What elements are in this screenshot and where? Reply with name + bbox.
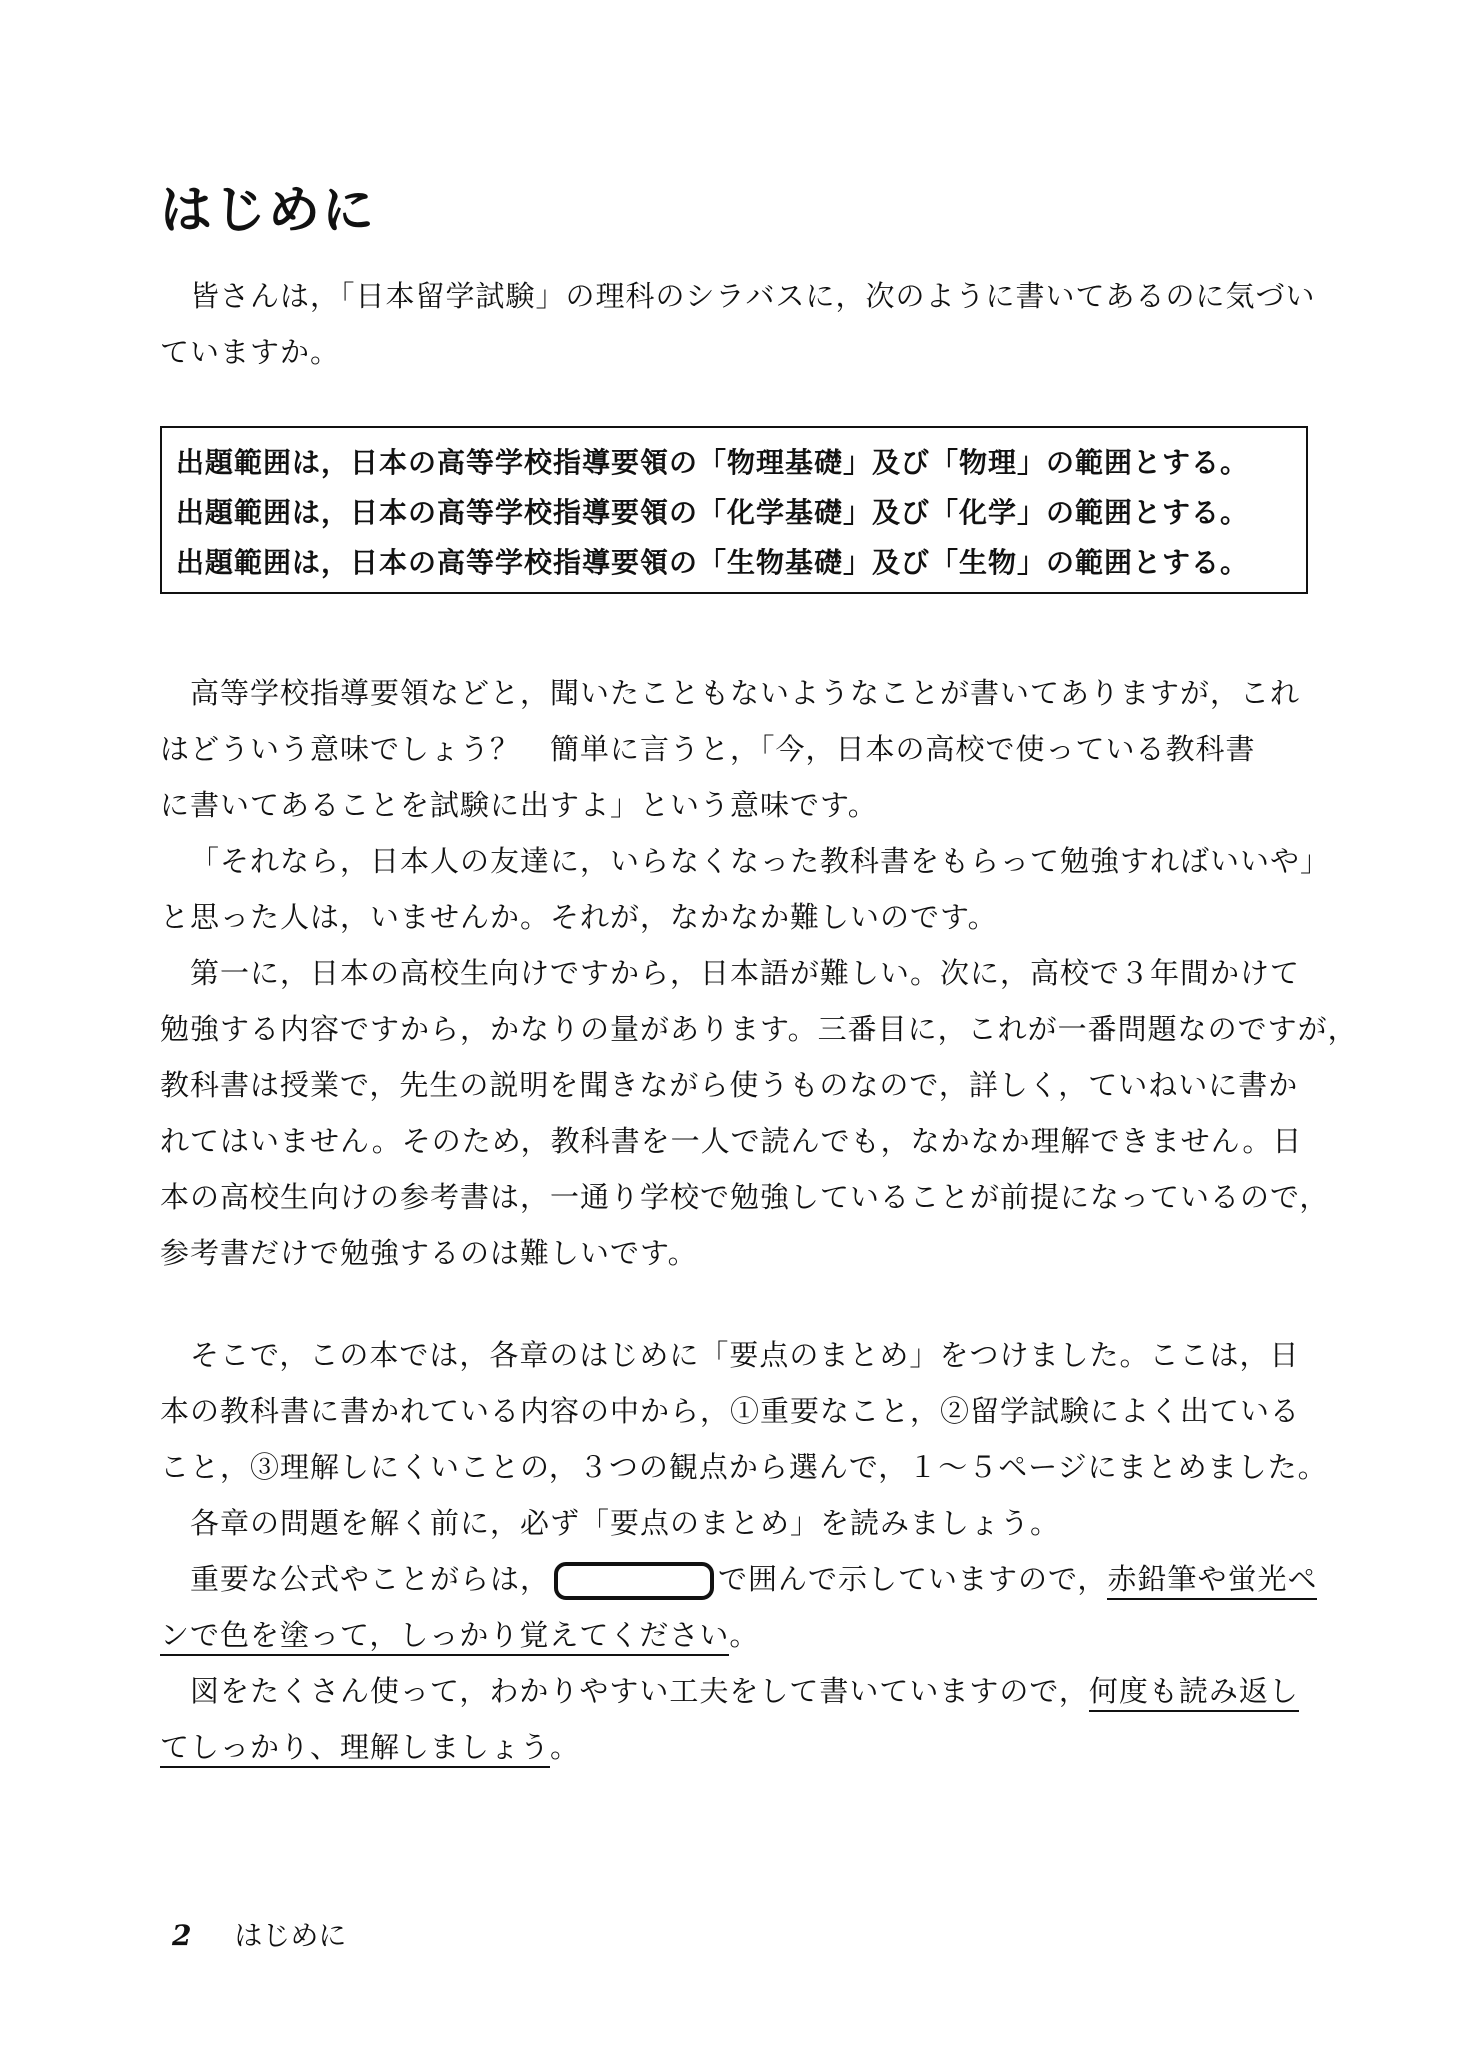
paragraph-7 xyxy=(160,1663,1310,1775)
p7-underline-2: てしっかり、理解しましょう xyxy=(160,1730,550,1768)
p6-underline-1: 赤鉛筆や蛍光ペ xyxy=(1107,1562,1317,1600)
p1-line-2 xyxy=(160,721,1310,777)
p6-line-2-end: 。 xyxy=(729,1618,760,1652)
formula-frame-sample xyxy=(554,1562,714,1600)
paragraph-3 xyxy=(160,945,1358,1281)
footer-section-title: はじめに xyxy=(234,1919,347,1952)
p4-line-2: 本の教科書に書かれている内容の中から，①重要なこと，②留学試験によく出ている xyxy=(160,1394,1301,1428)
paragraph-6 xyxy=(160,1551,1318,1663)
p3-line-1: 第一に，日本の高校生向けですから，日本語が難しい。次に，高校で３年間かけて xyxy=(190,956,1301,990)
p5-summary-term: 「要点のまとめ」 xyxy=(580,1506,821,1540)
p7-line-1 xyxy=(160,1663,1310,1719)
p5-line-1-tail: を読みましょう。 xyxy=(820,1506,1061,1540)
p6-line-2 xyxy=(160,1607,1310,1663)
intro-line-1: 皆さんは，「日本留学試験」の理科のシラバスに，次のように書いてあるのに気づい xyxy=(190,279,1316,313)
paragraph-5 xyxy=(160,1495,1310,1551)
p1-line-3-text: 」という意味です。 xyxy=(610,788,878,822)
p3-line-4: れてはいません。そのため，教科書を一人で読んでも，なかなか理解できません。日 xyxy=(160,1124,1303,1158)
p2-line-2: と思った人は，いませんか。それが，なかなか難しいのです。 xyxy=(160,900,998,934)
p3-line-6: 参考書だけで勉強するのは難しいです。 xyxy=(160,1236,698,1270)
p6-line-1 xyxy=(160,1551,1318,1607)
p5-line-1 xyxy=(160,1495,1310,1551)
p1-line-3 xyxy=(160,777,1310,833)
p1-emphasis-2: に書いてあることを試験に出すよ xyxy=(160,788,611,822)
p7-line-2-end: 。 xyxy=(550,1730,581,1764)
p4-line-1 xyxy=(160,1327,1310,1383)
paragraph-1 xyxy=(160,665,1310,833)
p6-underline-2: ンで色を塗って，しっかり覚えてください xyxy=(160,1618,729,1656)
p3-line-2: 勉強する内容ですから，かなりの量があります。三番目に，これが一番問題なのですが， xyxy=(160,1012,1358,1046)
syllabus-box xyxy=(160,426,1308,594)
intro-paragraph xyxy=(160,268,1316,380)
p4-line-1-text: そこで，この本では，各章のはじめに xyxy=(190,1338,700,1372)
p6-line-1-mid: で囲んで示していますので， xyxy=(718,1562,1108,1596)
p4-line-1-tail: をつけました。ここは，日 xyxy=(939,1338,1300,1372)
p5-line-1-text: 各章の問題を解く前に，必ず xyxy=(190,1506,581,1540)
p4-line-3: こと，③理解しにくいことの，３つの観点から選んで，１～５ページにまとめました。 xyxy=(160,1450,1328,1484)
page-footer xyxy=(172,1914,346,1954)
rule-physics: 出題範囲は，日本の高等学校指導要領の「物理基礎」及び「物理」の範囲とする。 xyxy=(176,446,1250,479)
p4-summary-term: 「要点のまとめ」 xyxy=(699,1338,940,1372)
p3-line-3: 教科書は授業で，先生の説明を聞きながら使うものなので，詳しく，ていねいに書か xyxy=(160,1068,1299,1102)
p2-line-1: 「それなら，日本人の友達に，いらなくなった教科書をもらって勉強すればいいや」 xyxy=(190,844,1331,878)
rule-biology: 出題範囲は，日本の高等学校指導要領の「生物基礎」及び「生物」の範囲とする。 xyxy=(176,546,1250,579)
p7-underline-1: 何度も読み返し xyxy=(1089,1674,1299,1712)
paragraph-4 xyxy=(160,1327,1328,1495)
p1-line-1: 高等学校指導要領などと，聞いたこともないようなことが書いてありますが，これ xyxy=(190,676,1301,710)
page-number: 2 xyxy=(172,1919,192,1952)
rule-chemistry: 出題範囲は，日本の高等学校指導要領の「化学基礎」及び「化学」の範囲とする。 xyxy=(176,496,1250,529)
page-title: はじめに xyxy=(160,181,377,241)
p7-line-1-text: 図をたくさん使って，わかりやすい工夫をして書いていますので， xyxy=(190,1674,1089,1708)
p1-line-2-text: はどういう意味でしょう？ 簡単に言うと， xyxy=(160,732,761,766)
paragraph-2 xyxy=(160,833,1331,945)
p7-line-2 xyxy=(160,1719,1310,1775)
p3-line-5: 本の高校生向けの参考書は，一通り学校で勉強していることが前提になっているので， xyxy=(160,1180,1330,1214)
p6-line-1-text: 重要な公式やことがらは， xyxy=(190,1562,551,1596)
intro-line-2: ていますか。 xyxy=(160,335,341,369)
p1-emphasis-1: 「今，日本の高校で使っている教科書 xyxy=(760,732,1256,766)
